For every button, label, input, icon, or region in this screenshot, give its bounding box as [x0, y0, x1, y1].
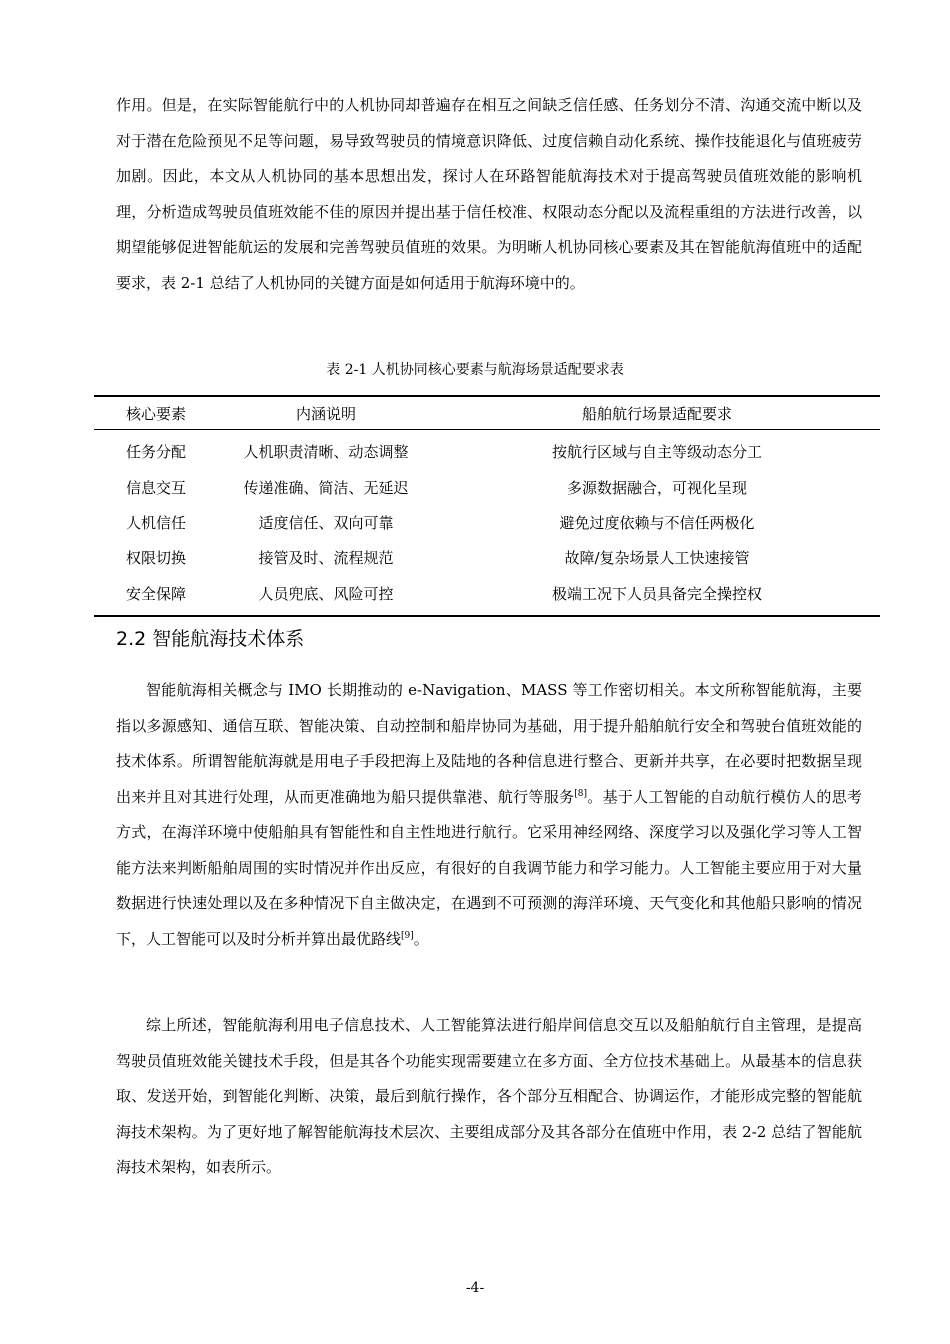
column-header: 船舶航行场景适配要求 — [434, 396, 880, 430]
table-header-row — [94, 396, 880, 430]
table-cell: 故障/复杂场景人工快速接管 — [564, 549, 750, 568]
paragraph-text: 。基于人工智能的自动航行模仿人的思考方式，在海洋环境中使船舶具有智能性和自主性地进行航行。它采用神经网络、深度学习以及强化学习等人工智能方法来判断船舶周围的实时情况并作出反应，有很好的自我调节能力和学习能力。人工智能主要应用于对大量数据进行快速处理以及在多种情况下自主做决定，在遇到不可预测的海洋环境、天气变化和其他船只影响的情况下，人工智能可以及时分析并算出最优路线 — [116, 787, 862, 948]
table-cell: 安全保障 — [94, 576, 218, 616]
table-cell: 任务分配 — [125, 443, 186, 462]
citation-marker: [8] — [574, 788, 588, 799]
table-cell: 按航行区域与自主等级动态分工 — [551, 443, 762, 462]
table-cell: 传递准确、简洁、无延迟 — [243, 478, 409, 497]
paragraph-text: 。 — [413, 929, 429, 948]
table-cell: 接管及时、流程规范 — [258, 549, 394, 568]
body-paragraph-summary: 综上所述，智能航海利用电子信息技术、人工智能算法进行船岸间信息交互以及船舶航行自主管理，是提高驾驶员值班效能关键技术手段，但是其各个功能实现需要建立在多方面、全方位技术基础上。从最基本的信息获取、发送开始，到智能化判断、决策，最后到航行操作，各个部分互相配合、协调运作，才能形成完整的智能航海技术架构。为了更好地了解智能航海技术层次、主要组成部分及其各部分在值班中作用，表 2-2 总结了智能航海技术架构，如表所示。 — [116, 1016, 862, 1176]
table-cell: 适度信任、双向可靠 — [258, 513, 394, 532]
column-header: 内涵说明 — [218, 396, 434, 430]
table-row — [94, 540, 880, 575]
table-row — [94, 469, 880, 504]
table-cell: 人机信任 — [125, 513, 186, 532]
paragraph-text: 智能航海相关概念与 IMO 长期推动的 e-Navigation、MASS 等工作密切相关。本文所称智能航海，主要指以多源感知、通信互联、智能决策、自动控制和船岸协同为基础，用于提升船舶航行安全和驾驶台值班效能的技术体系。所谓智能航海就是用电子手段把海上及陆地的各种信息进行整合、更新并共享，在必要时把数据呈现出来并且对其进行处理，从而更准确地为船只提供靠港、航行等服务 — [116, 681, 862, 806]
table-cell: 信息交互 — [125, 478, 186, 497]
table-cell: 避免过度依赖与不信任两极化 — [559, 513, 755, 532]
table-row — [94, 576, 880, 616]
body-paragraph-intro: 作用。但是，在实际智能航行中的人机协同却普遍存在相互之间缺乏信任感、任务划分不清、沟通交流中断以及对于潜在危险预见不足等问题，易导致驾驶员的情境意识降低、过度信赖自动化系统、操作技能退化与值班疲劳加剧。因此，本文从人机协同的基本思想出发，探讨人在环路智能航海技术对于提高驾驶员值班效能的影响机理，分析造成驾驶员值班效能不佳的原因并提出基于信任校准、权限动态分配以及流程重组的方法进行改善，以期望能够促进智能航运的发展和完善驾驶员值班的效果。为明晰人机协同核心要素及其在智能航海值班中的适配要求，表 2-1 总结了人机协同的关键方面是如何适用于航海环境中的。 — [116, 96, 862, 292]
table-row — [94, 430, 880, 470]
table-cell: 人机职责清晰、动态调整 — [243, 443, 409, 462]
table-cell: 人员兜底、风险可控 — [218, 576, 434, 616]
body-paragraph-intelligent-navigation — [116, 673, 862, 957]
table-caption: 表 2-1 人机协同核心要素与航海场景适配要求表 — [326, 362, 624, 378]
collaboration-elements-table — [94, 395, 880, 617]
table-cell: 多源数据融合，可视化呈现 — [566, 478, 747, 497]
table-cell: 极端工况下人员具备完全操控权 — [434, 576, 880, 616]
page-number: -4- — [465, 1280, 485, 1296]
section-heading: 2.2 智能航海技术体系 — [116, 628, 305, 650]
table-cell: 权限切换 — [125, 549, 186, 568]
column-header: 核心要素 — [94, 396, 218, 430]
table-row — [94, 505, 880, 540]
citation-marker: [9] — [401, 930, 414, 941]
